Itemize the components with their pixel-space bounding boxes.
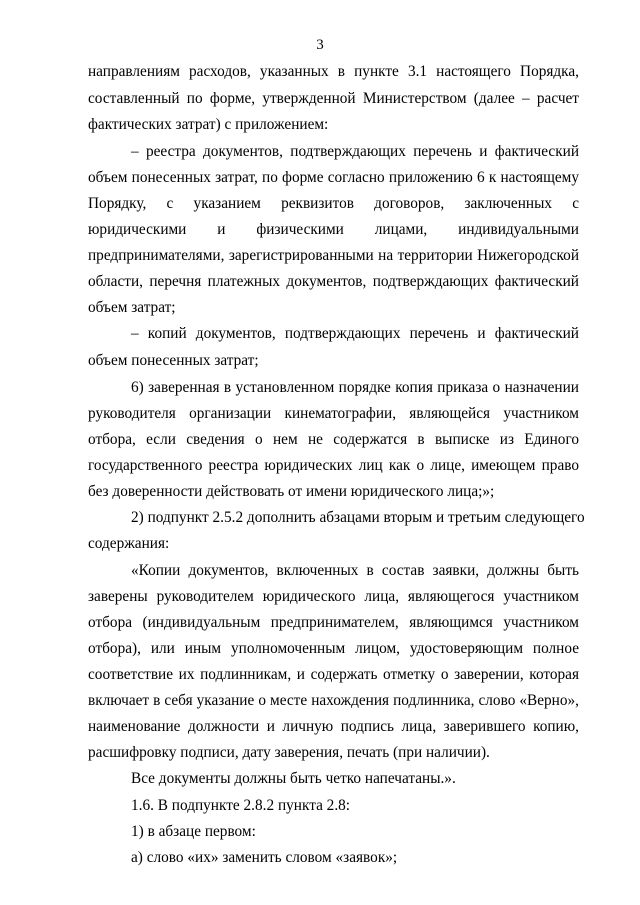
text-line: предпринимателями, зарегистрированными на территории Нижегородской xyxy=(88,247,579,264)
text-line: «Копии документов, включенных в состав заявки, должны быть xyxy=(131,562,579,579)
text-line: 1) в абзаце первом: xyxy=(131,823,256,840)
text-line: – реестра документов, подтверждающих перечень и фактический xyxy=(131,143,579,160)
text-line: Порядку, с указанием реквизитов договоров, заключенных с xyxy=(88,195,579,212)
text-line: без доверенности действовать от имени юридического лица;»; xyxy=(88,483,495,500)
text-line: отбора, если сведения о нем не содержатся в выписке из Единого xyxy=(88,431,579,448)
text-line: включает в себя указание о месте нахождения подлинника, слово «Верно», xyxy=(88,692,579,709)
text-line: содержания: xyxy=(88,535,170,552)
text-line: 2) подпункт 2.5.2 дополнить абзацами вторым и третьим следующего xyxy=(131,509,585,526)
text-line: объем понесенных затрат; xyxy=(88,352,259,369)
text-line: отбора (индивидуальным предпринимателем, являющимся участником xyxy=(88,614,579,631)
text-line: государственного реестра юридических лиц как о лице, имеющем право xyxy=(88,457,579,474)
text-line: области, перечня платежных документов, подтверждающих фактический xyxy=(88,273,579,290)
text-line: наименование должности и личную подпись лица, заверившего копию, xyxy=(88,718,579,735)
text-line: составленный по форме, утвержденной Министерством (далее – расчет xyxy=(88,90,579,107)
text-line: направлениям расходов, указанных в пункте 3.1 настоящего Порядка, xyxy=(88,63,579,80)
text-line: заверены руководителем юридического лица, являющегося участником xyxy=(88,588,579,605)
text-line: соответствие их подлинникам, и содержать отметку о заверении, которая xyxy=(88,666,579,683)
text-line: – копий документов, подтверждающих перечень и фактический xyxy=(131,325,579,342)
text-line: расшифровку подписи, дату заверения, печать (при наличии). xyxy=(88,744,490,761)
text-line: 1.6. В подпункте 2.8.2 пункта 2.8: xyxy=(131,797,351,814)
text-line: объем понесенных затрат, по форме согласно приложению 6 к настоящему xyxy=(88,169,579,186)
text-line: фактических затрат) с приложением: xyxy=(88,116,329,133)
text-line: руководителя организации кинематографии, являющейся участником xyxy=(88,405,579,422)
text-line: отбора), или иным уполномоченным лицом, удостоверяющим полное xyxy=(88,640,579,657)
page-number: 3 xyxy=(316,37,324,53)
text-line: а) слово «их» заменить словом «заявок»; xyxy=(131,849,398,866)
text-line: 6) заверенная в установленном порядке копия приказа о назначении xyxy=(131,379,579,396)
text-line: объем затрат; xyxy=(88,299,176,316)
text-line: юридическими и физическими лицами, индивидуальными xyxy=(88,221,579,238)
text-line: Все документы должны быть четко напечатаны.». xyxy=(131,770,456,787)
